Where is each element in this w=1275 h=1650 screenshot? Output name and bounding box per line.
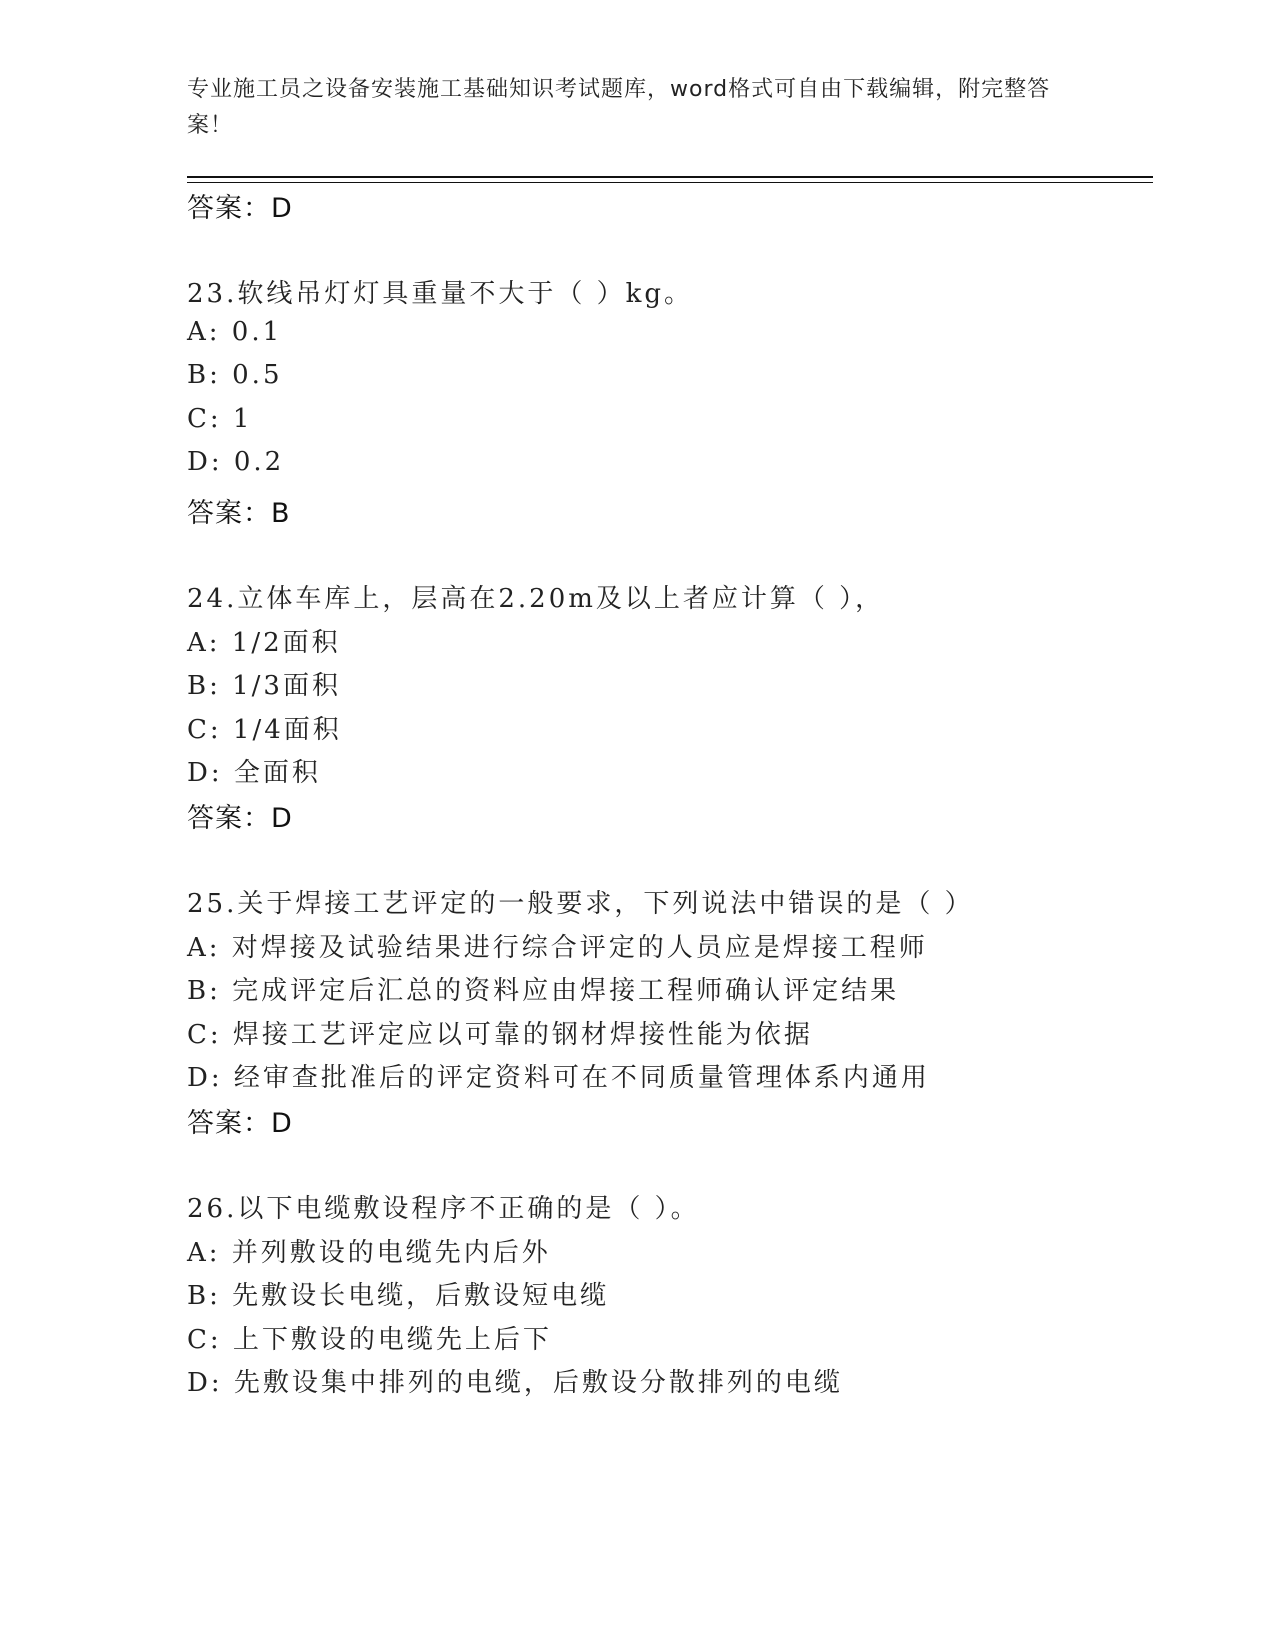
question-23-option-a: A: 0.1 [187,317,283,347]
question-26-option-d: D: 先敷设集中排列的电缆，后敷设分散排列的电缆 [187,1368,843,1398]
question-24-option-b: B: 1/3面积 [187,671,341,701]
question-24-text: 24.立体车库上，层高在2.20m及以上者应计算（ ）， [187,584,885,614]
document-header: 专业施工员之设备安装施工基础知识考试题库，word格式可自由下载编辑，附完整答案！ [187,77,1051,138]
question-23-option-d: D: 0.2 [187,447,285,477]
question-26-text: 26.以下电缆敷设程序不正确的是（ ）。 [187,1194,700,1224]
question-23-answer: 答案：B [187,498,291,529]
answer-line: 答案：D [187,193,293,224]
question-25-option-a: A: 对焊接及试验结果进行综合评定的人员应是焊接工程师 [187,933,928,963]
question-25-option-d: D: 经审查批准后的评定资料可在不同质量管理体系内通用 [187,1063,930,1093]
question-23-option-c: C: 1 [187,404,253,434]
question-26-option-b: B: 先敷设长电缆，后敷设短电缆 [187,1281,610,1311]
question-26-option-c: C: 上下敷设的电缆先上后下 [187,1325,552,1355]
question-24-option-c: C: 1/4面积 [187,715,342,745]
question-24-answer: 答案：D [187,803,293,834]
question-25-answer: 答案：D [187,1108,293,1139]
question-23-text: 23.软线吊灯灯具重量不大于（ ）kg。 [187,279,694,309]
question-25-text: 25.关于焊接工艺评定的一般要求，下列说法中错误的是（ ） [187,889,974,919]
question-23-option-b: B: 0.5 [187,360,283,390]
question-25-option-c: C: 焊接工艺评定应以可靠的钢材焊接性能为依据 [187,1020,813,1050]
header-divider [187,176,1153,178]
question-24-option-a: A: 1/2面积 [187,628,341,658]
question-25-option-b: B: 完成评定后汇总的资料应由焊接工程师确认评定结果 [187,976,900,1006]
question-26-option-a: A: 并列敷设的电缆先内后外 [187,1238,551,1268]
question-24-option-d: D: 全面积 [187,758,321,788]
header-divider-thin [187,182,1153,183]
